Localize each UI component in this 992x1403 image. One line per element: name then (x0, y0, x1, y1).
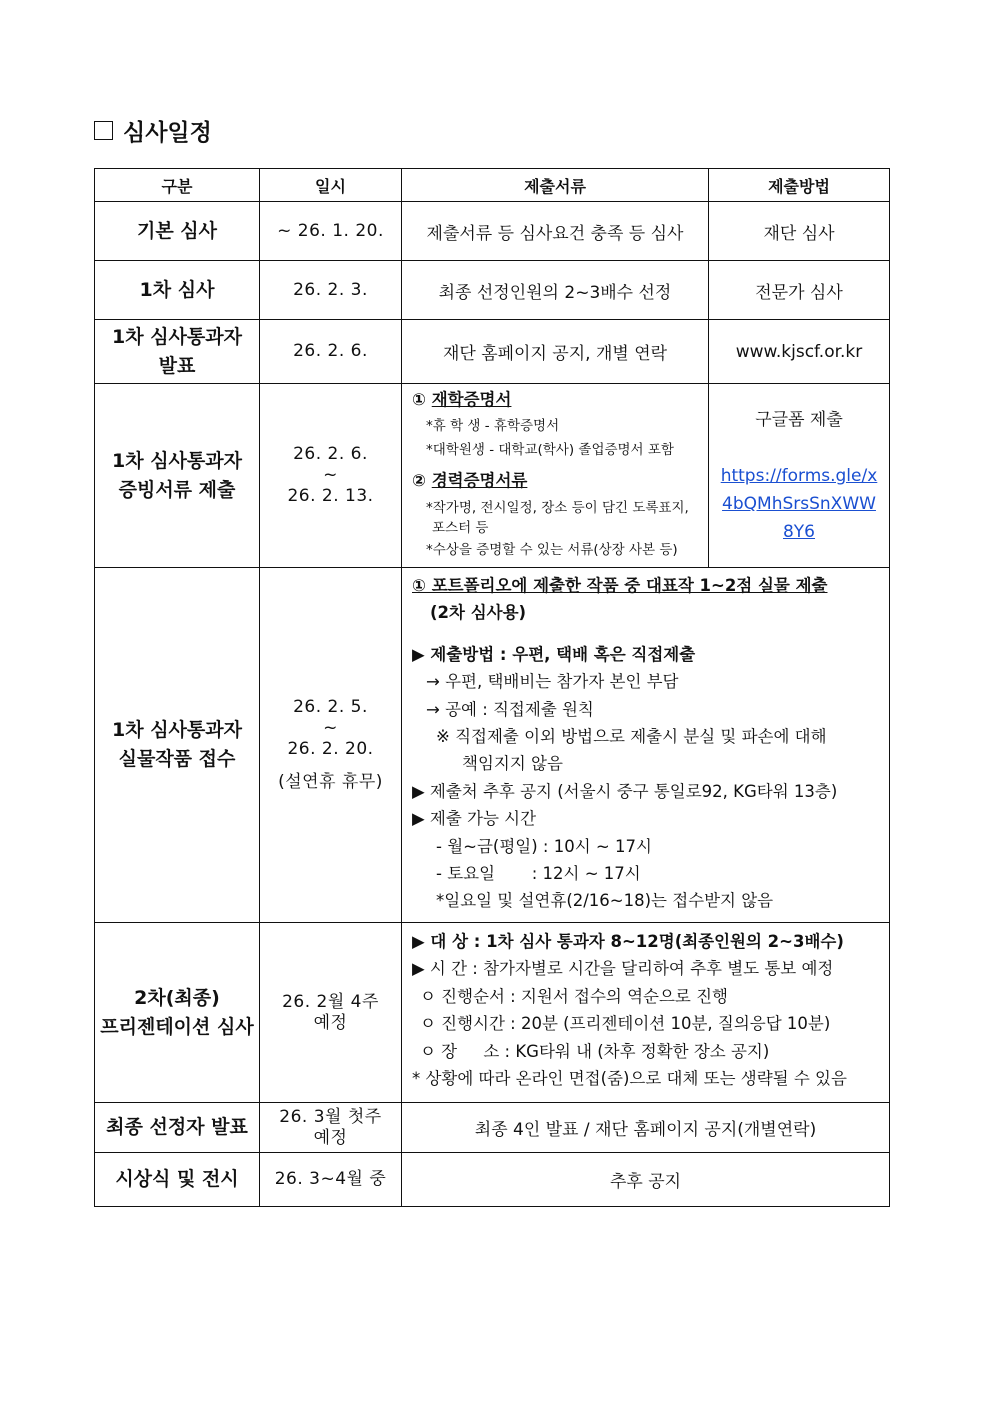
row-detail (402, 568, 890, 923)
date-from: 26. 2. 6. (293, 444, 368, 464)
doc2-note: *수상을 증명할 수 있는 서류(상장 사본 등) (426, 542, 678, 558)
table-row (95, 384, 890, 568)
detail-line: ▶ 대 상 : 1차 심사 통과자 8~12명(최종인원의 2~3배수) (412, 932, 844, 951)
category-line: 실물작품 접수 (118, 748, 236, 770)
category-line: 프리젠테이션 심사 (100, 1015, 254, 1038)
date-line: 예정 (313, 1127, 348, 1148)
doc2-note: *작가명, 전시일정, 장소 등이 담긴 도록표지, (426, 500, 689, 516)
homepage-link[interactable]: www.kjscf.or.kr (709, 320, 890, 384)
row-date: ~ 26. 1. 20. (260, 202, 402, 261)
date-note: (설연휴 휴무) (278, 772, 383, 792)
table-row (95, 568, 890, 923)
row-detail (402, 923, 890, 1103)
schedule-table (94, 168, 890, 1207)
table-row (95, 202, 890, 261)
detail-line: → 공예 : 직접제출 원칙 (426, 699, 594, 719)
row-docs: 제출서류 등 심사요건 충족 등 심사 (402, 202, 709, 261)
date-line: 예정 (313, 1012, 348, 1033)
table-row (95, 923, 890, 1103)
row-category (95, 320, 260, 384)
detail-line: ㅇ 진행순서 : 지원서 접수의 역순으로 진행 (420, 986, 728, 1006)
category-line: 2차(최종) (134, 986, 220, 1009)
date-line: 26. 3월 첫주 (279, 1106, 382, 1127)
row-category: 최종 선정자 발표 (95, 1103, 260, 1153)
detail-line: ① 포트폴리오에 제출한 작품 중 대표작 1~2점 실물 제출 (412, 576, 828, 595)
page-title-text: 심사일정 (123, 120, 212, 146)
detail-line: ▶ 제출방법 : 우편, 택배 혹은 직접제출 (412, 644, 696, 664)
detail-line: ※ 직접제출 이외 방법으로 제출시 분실 및 파손에 대해 (436, 727, 827, 747)
header-category: 구분 (95, 169, 260, 202)
detail-line: 책임지지 않음 (462, 754, 563, 774)
category-line: 1차 심사통과자 (112, 325, 242, 348)
category-line: 증빙서류 제출 (118, 478, 236, 501)
doc2-heading: ② 경력증명서류 (412, 471, 528, 490)
header-docs: 제출서류 (402, 169, 709, 202)
google-form-link[interactable]: https://forms.gle/x 4bQMhSrsSnXWW 8Y6 (720, 466, 878, 542)
method-text: 구글폼 제출 (755, 410, 843, 430)
date-from: 26. 2. 5. (293, 697, 368, 717)
row-category: 시상식 및 전시 (95, 1153, 260, 1207)
date-to: 26. 2. 13. (287, 486, 374, 506)
detail-line: ㅇ 진행시간 : 20분 (프리젠테이션 10분, 질의응답 10분) (420, 1014, 831, 1034)
header-method: 제출방법 (709, 169, 890, 202)
detail-line: (2차 심사용) (430, 603, 527, 623)
doc1-heading: ① 재학증명서 (412, 390, 512, 409)
detail-line: ㅇ 장 소 : KG타워 내 (차후 정확한 장소 공지) (420, 1041, 770, 1061)
doc1-note: *휴 학 생 - 휴학증명서 (426, 418, 560, 434)
detail-line: ▶ 제출 가능 시간 (412, 809, 537, 829)
row-method: 전문가 심사 (709, 261, 890, 320)
table-row (95, 1103, 890, 1153)
detail-line: → 우편, 택배비는 참가자 본인 부담 (426, 672, 679, 692)
detail-line: * 상황에 따라 온라인 면접(줌)으로 대체 또는 생략될 수 있음 (412, 1069, 847, 1089)
row-docs-detail (402, 384, 709, 568)
row-category: 1차 심사 (95, 261, 260, 320)
category-line: 발표 (158, 354, 196, 377)
detail-line: ▶ 제출처 추후 공지 (서울시 중구 통일로92, KG타워 13층) (412, 781, 838, 801)
row-detail: 추후 공지 (402, 1153, 890, 1207)
table-row (95, 320, 890, 384)
row-method: 재단 심사 (709, 202, 890, 261)
detail-line: - 토요일 : 12시 ~ 17시 (436, 864, 641, 884)
date-to: 26. 2. 20. (287, 739, 374, 759)
row-method (709, 384, 890, 568)
table-row (95, 261, 890, 320)
row-category (95, 923, 260, 1103)
row-detail: 최종 4인 발표 / 재단 홈페이지 공지(개별연락) (402, 1103, 890, 1153)
row-category (95, 568, 260, 923)
doc2-note: 포스터 등 (432, 520, 489, 536)
table-header-row (95, 169, 890, 202)
header-date: 일시 (260, 169, 402, 202)
category-line: 1차 심사통과자 (112, 449, 242, 472)
row-date (260, 1103, 402, 1153)
row-category (95, 384, 260, 568)
row-date (260, 384, 402, 568)
date-separator: ~ (323, 465, 338, 485)
row-date: 26. 2. 3. (260, 261, 402, 320)
row-date (260, 568, 402, 923)
row-docs: 재단 홈페이지 공지, 개별 연락 (402, 320, 709, 384)
detail-line: - 월~금(평일) : 10시 ~ 17시 (436, 836, 652, 856)
category-line: 1차 심사통과자 (112, 719, 242, 741)
row-date: 26. 3~4월 중 (260, 1153, 402, 1207)
table-row (95, 1153, 890, 1207)
detail-line: *일요일 및 설연휴(2/16~18)는 접수받지 않음 (436, 891, 774, 911)
detail-line: ▶ 시 간 : 참가자별로 시간을 달리하여 추후 별도 통보 예정 (412, 959, 834, 979)
date-line: 26. 2월 4주 (282, 991, 379, 1012)
page-title (94, 114, 212, 147)
checkbox-square-icon (94, 121, 113, 140)
row-category: 기본 심사 (95, 202, 260, 261)
date-separator: ~ (323, 718, 338, 738)
row-docs: 최종 선정인원의 2~3배수 선정 (402, 261, 709, 320)
row-date (260, 923, 402, 1103)
doc1-note: *대학원생 - 대학교(학사) 졸업증명서 포함 (426, 442, 674, 458)
row-date: 26. 2. 6. (260, 320, 402, 384)
